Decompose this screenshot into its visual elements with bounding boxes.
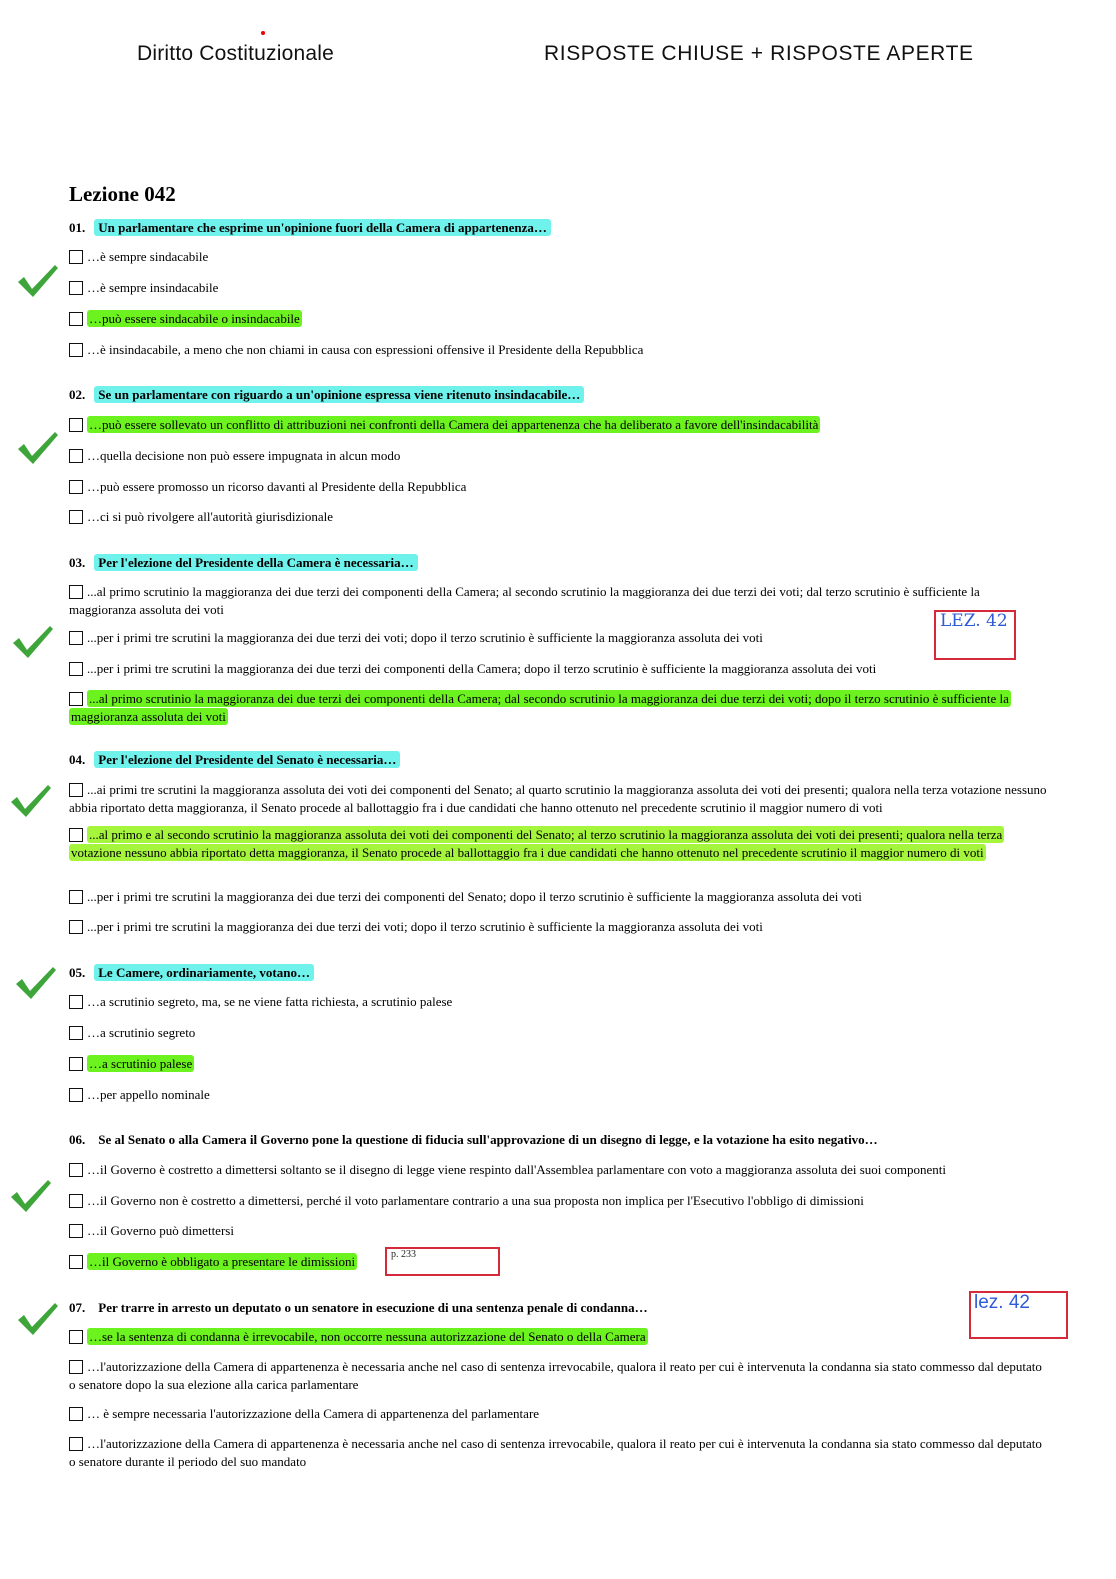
checkbox[interactable] [69,480,83,494]
checkbox[interactable] [69,312,83,326]
red-dot-mark [261,31,265,35]
option-01-d[interactable] [69,341,643,359]
option-label: …è sempre sindacabile [87,249,209,264]
question-text: Per trarre in arresto un deputato o un senatore in esecuzione di una sentenza penale di condanna… [98,1300,648,1315]
option-label-correct: …se la sentenza di condanna è irrevocabile, non occorre nessuna autorizzazione del Senato o della Camera [89,1329,646,1344]
checkbox[interactable] [69,692,83,706]
check-mark-icon [11,623,55,661]
option-label: ...per i primi tre scrutini la maggioranza dei due terzi dei componenti del Senato; dopo il terzo scrutinio è sufficiente la maggioranza assoluta dei voti [87,889,862,904]
checkbox[interactable] [69,890,83,904]
checkbox[interactable] [69,1330,83,1344]
question-text: Per l'elezione del Presidente del Senato è necessaria… [94,751,400,768]
check-mark-icon [16,1300,60,1338]
question-number: 05. [69,965,86,980]
question-number: 03. [69,555,86,570]
check-mark-icon [9,1177,53,1215]
option-07-b[interactable] [69,1358,1049,1394]
option-06-c[interactable] [69,1222,234,1240]
checkbox[interactable] [69,828,83,842]
option-label: …a scrutinio segreto [87,1025,196,1040]
option-label: ...per i primi tre scrutini la maggioranza dei due terzi dei voti; dopo il terzo scrutinio è sufficiente la maggioranza assoluta dei voti [87,630,763,645]
option-02-d[interactable] [69,508,333,526]
checkbox[interactable] [69,281,83,295]
option-04-d[interactable] [69,918,763,936]
option-04-a[interactable] [69,781,1049,817]
check-mark-icon [16,262,60,300]
option-label: … è sempre necessaria l'autorizzazione della Camera di appartenenza del parlamentare [87,1406,540,1421]
checkbox[interactable] [69,631,83,645]
option-05-c[interactable] [69,1055,194,1073]
option-07-d[interactable] [69,1435,1049,1471]
question-06 [69,1131,882,1149]
option-label-correct: …può essere sollevato un conflitto di attribuzioni nei confronti della Camera dei appartenenza che ha deliberato a favore dell'insindacabilità [89,417,819,432]
checkbox[interactable] [69,449,83,463]
checkbox[interactable] [69,510,83,524]
question-number: 04. [69,752,86,767]
lesson-title: Lezione 042 [69,182,176,206]
option-05-d[interactable] [69,1086,210,1104]
option-label: ...per i primi tre scrutini la maggioranza dei due terzi dei componenti della Camera; dopo il terzo scrutinio è sufficiente la maggioranza assoluta dei voti [87,661,877,676]
option-07-c[interactable] [69,1405,539,1423]
question-number: 02. [69,387,86,402]
option-03-c[interactable] [69,660,876,678]
option-label: …è sempre insindacabile [87,280,219,295]
checkbox[interactable] [69,1407,83,1421]
option-label: …il Governo è costretto a dimettersi soltanto se il disegno di legge viene respinto dall'Assemblea parlamentare con voto a maggioranza assoluta dei suoi componenti [87,1162,947,1177]
option-06-d[interactable] [69,1253,357,1271]
question-number: 01. [69,220,86,235]
question-01 [69,219,551,237]
option-03-b[interactable] [69,629,763,647]
option-label-correct: …il Governo è obbligato a presentare le dimissioni [89,1254,356,1269]
option-label: …può essere promosso un ricorso davanti al Presidente della Repubblica [87,479,467,494]
question-number: 06. [69,1132,86,1147]
checkbox[interactable] [69,1224,83,1238]
option-02-a[interactable] [69,416,820,434]
question-04 [69,751,400,769]
question-text: Le Camere, ordinariamente, votano… [94,964,314,981]
option-label-correct: …a scrutinio palese [89,1056,193,1071]
checkbox[interactable] [69,1437,83,1451]
option-01-a[interactable] [69,248,208,266]
checkbox[interactable] [69,1057,83,1071]
option-05-b[interactable] [69,1024,195,1042]
option-label: …quella decisione non può essere impugnata in alcun modo [87,448,401,463]
option-label: ...per i primi tre scrutini la maggioranza dei due terzi dei voti; dopo il terzo scrutinio è sufficiente la maggioranza assoluta dei voti [87,919,763,934]
checkbox[interactable] [69,1026,83,1040]
option-label: …l'autorizzazione della Camera di appartenenza è necessaria anche nel caso di sentenza irrevocabile, qualora il reato per cui è intervenuta la condanna sia stato commesso dal deputato o senatore durante il periodo del suo mandato [69,1436,1042,1469]
question-02 [69,386,584,404]
option-label: …il Governo può dimettersi [87,1223,234,1238]
annotation-lez-42-upper: LEZ. 42 [940,611,1008,631]
question-03 [69,554,418,572]
option-label: …il Governo non è costretto a dimettersi, perché il voto parlamentare contrario a una sua proposta non implica per l'Esecutivo l'obbligo di dimissioni [87,1193,864,1208]
checkbox[interactable] [69,1088,83,1102]
question-07 [69,1299,652,1317]
checkbox[interactable] [69,1163,83,1177]
option-03-a[interactable] [69,583,1049,619]
option-label-correct: ...al primo scrutinio la maggioranza dei due terzi dei componenti della Camera; dal secondo scrutinio la maggioranza dei due terzi dei voti; dopo il terzo scrutinio è sufficiente la maggioranza assoluta dei voti [71,691,1009,724]
option-01-c[interactable] [69,310,302,328]
check-mark-icon [14,964,58,1002]
question-05 [69,964,314,982]
question-text: Per l'elezione del Presidente della Camera è necessaria… [94,554,417,571]
checkbox[interactable] [69,585,83,599]
option-07-a[interactable] [69,1328,648,1346]
option-04-b[interactable] [69,826,1044,862]
option-06-b[interactable] [69,1192,864,1210]
option-06-a[interactable] [69,1161,946,1179]
option-04-c[interactable] [69,888,862,906]
header-course-title: Diritto Costituzionale [137,42,334,65]
option-label: ...al primo scrutinio la maggioranza dei due terzi dei componenti della Camera; al secondo scrutinio la maggioranza dei due terzi dei voti; dal terzo scrutinio è sufficiente la maggioranza assoluta dei voti [69,584,980,617]
check-mark-icon [9,782,53,820]
option-02-b[interactable] [69,447,400,465]
checkbox[interactable] [69,418,83,432]
header-section-title: RISPOSTE CHIUSE + RISPOSTE APERTE [544,42,974,65]
option-05-a[interactable] [69,993,452,1011]
checkbox[interactable] [69,250,83,264]
checkbox[interactable] [69,662,83,676]
checkbox[interactable] [69,1255,83,1269]
option-label: …è insindacabile, a meno che non chiami in causa con espressioni offensive il Presidente della Repubblica [87,342,644,357]
checkbox[interactable] [69,920,83,934]
question-number: 07. [69,1300,86,1315]
option-label: …ci si può rivolgere all'autorità giurisdizionale [87,509,334,524]
checkbox[interactable] [69,995,83,1009]
option-label: …l'autorizzazione della Camera di appartenenza è necessaria anche nel caso di sentenza irrevocabile, qualora il reato per cui è intervenuta la condanna sia stato commesso dal deputato o senatore dopo la sua elezione alla carica parlamentare [69,1359,1042,1392]
check-mark-icon [16,429,60,467]
question-text: Un parlamentare che esprime un'opinione fuori della Camera di appartenenza… [94,219,551,236]
option-01-b[interactable] [69,279,218,297]
annotation-lez-42-lower: lez. 42 [974,1292,1030,1313]
option-02-c[interactable] [69,478,466,496]
option-label: …per appello nominale [87,1087,210,1102]
option-03-d[interactable] [69,690,1009,726]
checkbox[interactable] [69,1360,83,1374]
option-label-correct: …può essere sindacabile o insindacabile [89,311,300,326]
option-label: …a scrutinio segreto, ma, se ne viene fatta richiesta, a scrutinio palese [87,994,453,1009]
question-text: Se un parlamentare con riguardo a un'opinione espressa viene ritenuto insindacabile… [94,386,584,403]
annotation-page-note: p. 233 [391,1249,416,1260]
option-label-correct: ...al primo e al secondo scrutinio la maggioranza assoluta dei voti dei componenti del Senato; al terzo scrutinio la maggioranza assoluta dei voti dei presenti; qualora nella terza votazione nessuno abbia riportato detta maggioranza, il Senato procede al ballottaggio fra i due candidati che hanno ottenuto nel precedente scrutinio il maggior numero di voti [71,827,1003,860]
checkbox[interactable] [69,1194,83,1208]
option-label: ...ai primi tre scrutini la maggioranza assoluta dei voti dei componenti del Senato; al quarto scrutinio la maggioranza assoluta dei voti dei presenti; qualora nella terza votazione nessuno abbia riportato detta maggioranza, il Senato procede al ballottaggio fra i due candidati che hanno ottenuto nel precedente scrutinio il maggior numero di voti [69,782,1047,815]
checkbox[interactable] [69,343,83,357]
question-text: Se al Senato o alla Camera il Governo pone la questione di fiducia sull'approvazione di un disegno di legge, e la votazione ha esito negativo… [98,1132,878,1147]
checkbox[interactable] [69,783,83,797]
